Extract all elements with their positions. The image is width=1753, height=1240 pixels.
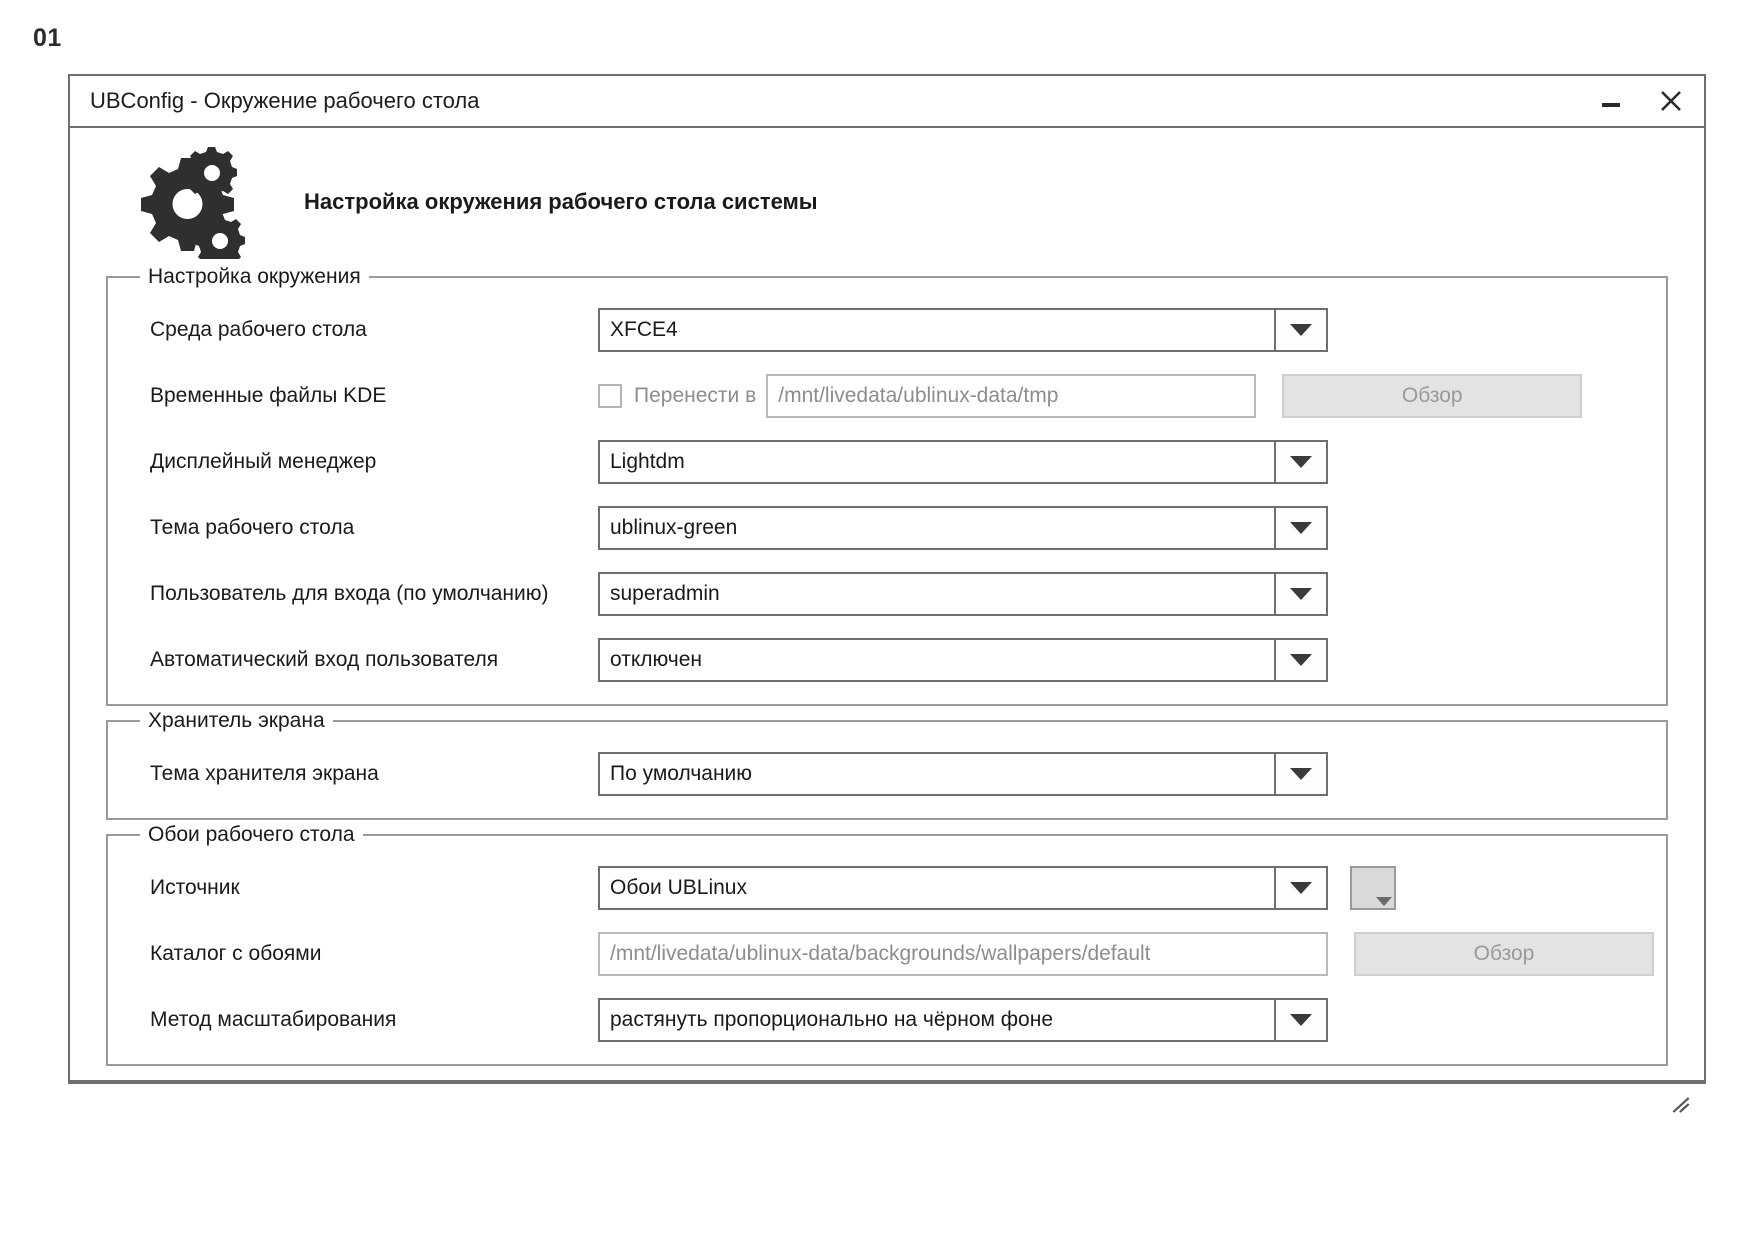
- window-body: [70, 128, 1704, 1080]
- combo-desktop-environment[interactable]: [598, 308, 1328, 352]
- label-autologin: Автоматический вход пользователя: [150, 648, 499, 671]
- combo-desktop-theme-value: ublinux-green: [610, 516, 738, 539]
- group-screensaver-legend: Хранитель экрана: [140, 709, 333, 733]
- chevron-down-icon[interactable]: [1274, 442, 1326, 482]
- input-kde-tmp-path[interactable]: /mnt/livedata/ublinux-data/tmp: [766, 374, 1256, 418]
- chevron-down-icon: [1376, 897, 1392, 906]
- row-wallpaper-source: [128, 862, 1646, 914]
- page-number: 01: [33, 24, 62, 52]
- chevron-down-icon[interactable]: [1274, 754, 1326, 794]
- combo-login-user-value: superadmin: [610, 582, 720, 605]
- header-row: [92, 128, 1682, 276]
- row-kde-temp-files: [128, 370, 1646, 422]
- window-title: UBConfig - Окружение рабочего стола: [90, 88, 480, 113]
- chevron-down-icon[interactable]: [1274, 574, 1326, 614]
- resize-grip-icon[interactable]: [1669, 1094, 1693, 1122]
- row-desktop-environment: [128, 304, 1646, 356]
- minimize-icon: [1598, 88, 1624, 114]
- kde-move-to-wrap[interactable]: [598, 384, 756, 408]
- combo-screensaver-theme-value: По умолчанию: [610, 762, 753, 785]
- group-environment: [106, 265, 1668, 706]
- combo-wallpaper-source-value: Обои UBLinux: [610, 876, 747, 899]
- combo-autologin-value: отключен: [610, 648, 703, 671]
- label-kde-temp-files: Временные файлы KDE: [150, 384, 387, 407]
- window-controls: [1596, 86, 1686, 116]
- combo-display-manager[interactable]: [598, 440, 1328, 484]
- label-scaling-method: Метод масштабирования: [150, 1008, 397, 1031]
- row-login-user: [128, 568, 1646, 620]
- combo-login-user[interactable]: [598, 572, 1328, 616]
- gears-icon: [122, 147, 252, 257]
- browse-wallpaper-button[interactable]: Обзор: [1354, 932, 1654, 976]
- close-button[interactable]: [1656, 86, 1686, 116]
- label-desktop-theme: Тема рабочего стола: [150, 516, 355, 539]
- label-wallpaper-directory: Каталог с обоями: [150, 942, 322, 965]
- chevron-down-icon[interactable]: [1274, 868, 1326, 908]
- window-titlebar[interactable]: [70, 76, 1704, 128]
- color-swatch-button[interactable]: [1350, 866, 1396, 910]
- header-caption: Настройка окружения рабочего стола системы: [304, 189, 818, 214]
- chevron-down-icon[interactable]: [1274, 1000, 1326, 1040]
- input-wallpaper-directory[interactable]: /mnt/livedata/ublinux-data/backgrounds/wallpapers/default: [598, 932, 1328, 976]
- row-wallpaper-directory: [128, 928, 1646, 980]
- chevron-down-icon[interactable]: [1274, 640, 1326, 680]
- chevron-down-icon[interactable]: [1274, 508, 1326, 548]
- ubconfig-window: [68, 74, 1706, 1084]
- combo-scaling-method[interactable]: [598, 998, 1328, 1042]
- combo-wallpaper-source[interactable]: [598, 866, 1328, 910]
- label-desktop-environment: Среда рабочего стола: [150, 318, 367, 341]
- group-wallpaper: [106, 823, 1668, 1066]
- minimize-button[interactable]: [1596, 86, 1626, 116]
- row-screensaver-theme: [128, 748, 1646, 800]
- label-wallpaper-source: Источник: [150, 876, 240, 899]
- row-desktop-theme: [128, 502, 1646, 554]
- combo-display-manager-value: Lightdm: [610, 450, 685, 473]
- chevron-down-icon[interactable]: [1274, 310, 1326, 350]
- checkbox-move-to[interactable]: [598, 384, 622, 408]
- browse-kde-tmp-button[interactable]: Обзор: [1282, 374, 1582, 418]
- combo-screensaver-theme[interactable]: [598, 752, 1328, 796]
- row-scaling-method: [128, 994, 1646, 1046]
- combo-desktop-environment-value: XFCE4: [610, 318, 678, 341]
- label-login-user: Пользователь для входа (по умолчанию): [150, 582, 549, 605]
- combo-autologin[interactable]: [598, 638, 1328, 682]
- label-display-manager: Дисплейный менеджер: [150, 450, 377, 473]
- row-autologin: [128, 634, 1646, 686]
- close-icon: [1658, 88, 1684, 114]
- combo-scaling-method-value: растянуть пропорционально на чёрном фоне: [610, 1008, 1054, 1031]
- checkbox-move-to-label: Перенести в: [634, 384, 757, 407]
- status-bar: [70, 1080, 1704, 1130]
- combo-desktop-theme[interactable]: [598, 506, 1328, 550]
- row-display-manager: [128, 436, 1646, 488]
- group-screensaver: [106, 709, 1668, 820]
- group-environment-legend: Настройка окружения: [140, 265, 369, 289]
- label-screensaver-theme: Тема хранителя экрана: [150, 762, 379, 785]
- group-wallpaper-legend: Обои рабочего стола: [140, 823, 363, 847]
